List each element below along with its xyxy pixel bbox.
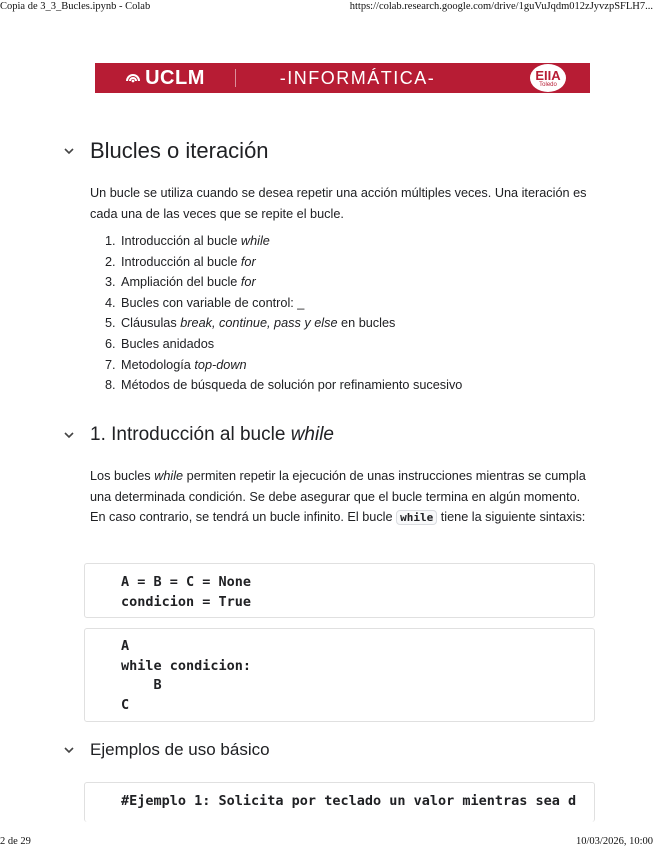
banner-title: -INFORMÁTICA- <box>279 67 436 88</box>
list-item: 1. Introducción al bucle while <box>105 234 270 248</box>
code-line: #Ejemplo 1: Solicita por teclado un valor mientras sea d <box>121 793 577 809</box>
collapse-section-button[interactable] <box>62 428 76 442</box>
list-item: 2. Introducción al bucle for <box>105 254 256 269</box>
print-header <box>0 0 655 14</box>
list-item: 7. Metodología top-down <box>105 357 247 372</box>
collapse-section-button[interactable] <box>62 144 76 158</box>
list-item: 5. Cláusulas break, continue, pass y else en bucles <box>105 316 396 331</box>
print-page-number: 2 de 29 <box>0 836 31 847</box>
seal-text: EIIA <box>535 67 561 83</box>
code-line: B <box>121 677 162 693</box>
code-line: A = B = C = None <box>121 574 252 590</box>
code-line: C <box>121 696 130 713</box>
uclm-logo <box>95 63 235 93</box>
inline-code: while <box>396 510 437 525</box>
uclm-logo-text: UCLM <box>145 66 205 89</box>
section-title: 1. Introducción al bucle while <box>90 424 334 445</box>
eiia-seal <box>530 64 566 92</box>
print-footer <box>0 836 655 848</box>
section-intro-text: Un bucle se utiliza cuando se desea repetir una acción múltiples veces. Una iteración es cada una de las veces que se repite el bucle. <box>90 186 587 221</box>
code-cell[interactable] <box>84 782 595 822</box>
while-description-text: Los bucles while permiten repetir la ejecución de unas instrucciones mientras se cumpla una determinada condición. Se debe asegurar que el bucle termina en algún momento. En caso contrario, se tendrá un bucle infinito. El bucle while tiene la siguiente sintaxis: <box>90 469 586 524</box>
code-line: condicion = True <box>121 593 252 610</box>
collapse-section-button[interactable] <box>62 743 76 757</box>
section-header-bucles <box>62 138 269 164</box>
seal-subtext: Toledo <box>539 81 557 88</box>
section-title: Blucles o iteración <box>90 138 269 163</box>
list-item: 6. Bucles anidados <box>105 336 215 351</box>
uclm-banner <box>95 63 590 93</box>
code-line: A <box>121 638 130 654</box>
chevron-down-icon <box>64 747 74 754</box>
print-datetime: 10/03/2026, 10:00 <box>575 836 653 847</box>
list-item: 3. Ampliación del bucle for <box>105 275 256 290</box>
code-line: while condicion: <box>121 657 252 674</box>
code-cell[interactable] <box>84 628 595 722</box>
chevron-down-icon <box>64 148 74 155</box>
list-item: 4. Bucles con variable de control: _ <box>105 295 305 310</box>
contents-list <box>105 231 462 396</box>
section-title: Ejemplos de uso básico <box>90 740 270 759</box>
code-cell[interactable] <box>84 563 595 618</box>
chevron-down-icon <box>64 432 74 439</box>
uclm-emblem-icon <box>125 69 141 87</box>
print-page-url: https://colab.research.google.com/drive/1guVuJqdm012zJyvzpSFLH7... <box>349 1 653 12</box>
list-item: 8. Métodos de búsqueda de solución por refinamiento sucesivo <box>105 378 463 393</box>
section-header-ejemplos <box>62 740 270 760</box>
section-header-while <box>62 424 334 446</box>
print-page-title: Copia de 3_3_Bucles.ipynb - Colab <box>0 1 151 12</box>
